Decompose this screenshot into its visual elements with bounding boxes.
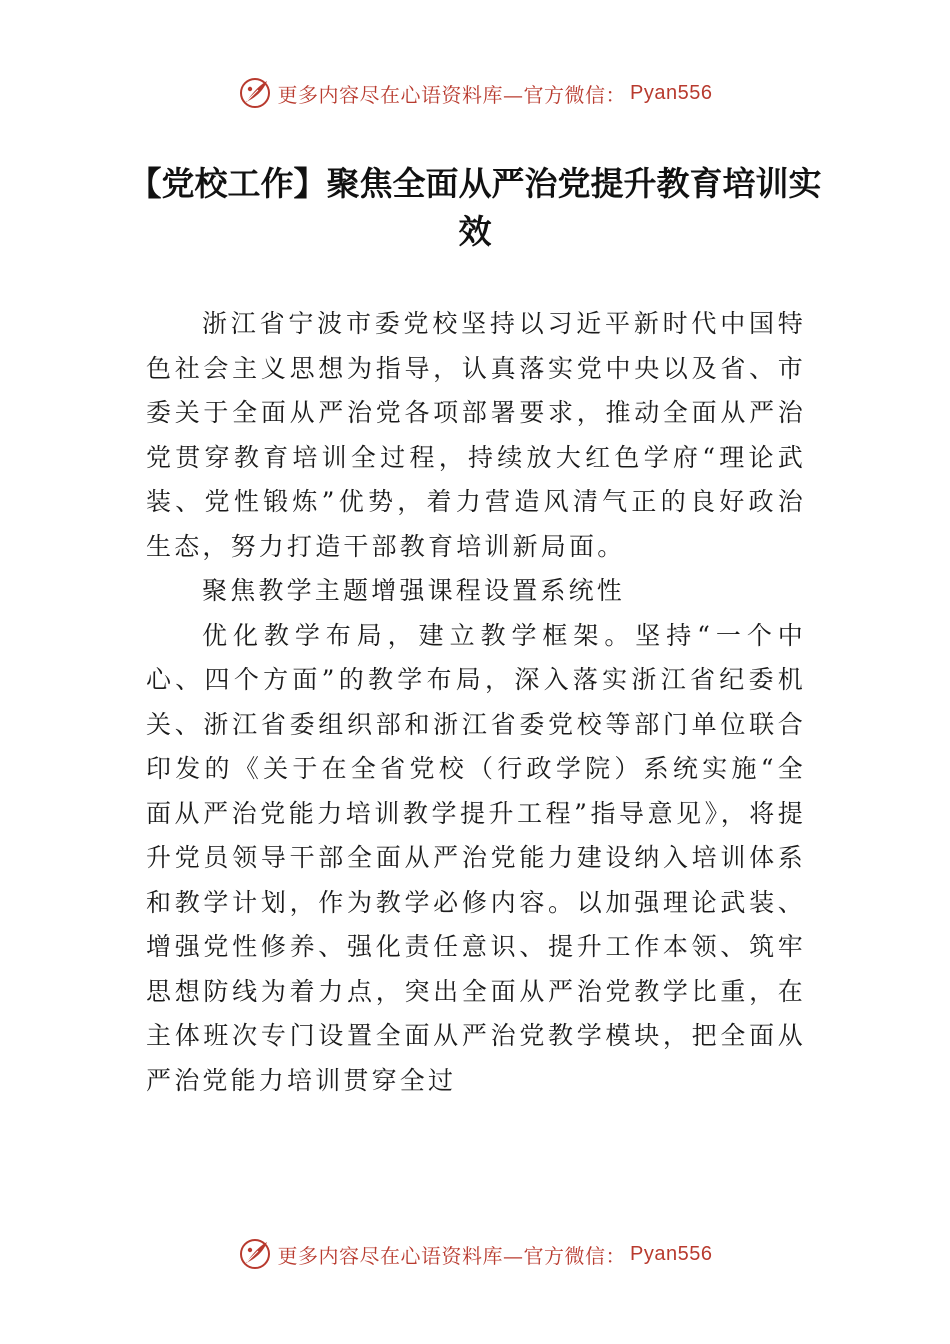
- paragraph: 浙江省宁波市委党校坚持以习近平新时代中国特色社会主义思想为指导，认真落实党中央以及省、市委关于全面从严治党各项部署要求，推动全面从严治党贯穿教育培训全过程，持续放大红色学府“理论武装、党性锻炼”优势，着力营造风清气正的良好政治生态，努力打造干部教育培训新局面。: [146, 309, 806, 561]
- document-title: 【党校工作】聚焦全面从严治党提升教育培训实效: [128, 164, 822, 251]
- watermark-text: 更多内容尽在心语资料库—官方微信：: [277, 82, 627, 107]
- paragraph: 优化教学布局，建立教学框架。坚持“一个中心、四个方面”的教学布局，深入落实浙江省纪委机关、浙江省委组织部和浙江省委党校等部门单位联合印发的《关于在全省党校（行政学院）系统实施“全面从严治党能力培训教学提升工程”指导意见》，将提升党员领导干部全面从严治党能力建设纳入培训体系和教学计划，作为教学必修内容。以加强理论武装、增强党性修养、强化责任意识、提升工作本领、筑牢思想防线为着力点，突出全面从严治党教学比重，在主体班次专门设置全面从严治党教学模块，把全面从严治党能力培训贯穿全过: [146, 620, 806, 1095]
- watermark-wechat-id: Pyan556: [630, 1242, 713, 1265]
- document-body: [146, 302, 806, 1103]
- watermark-wechat-id: Pyan556: [630, 81, 713, 104]
- footer-watermark: [0, 1234, 950, 1274]
- feather-quill-logo-icon: [238, 1237, 272, 1271]
- watermark-text: 更多内容尽在心语资料库—官方微信：: [277, 1243, 627, 1268]
- feather-quill-logo-icon: [238, 76, 272, 110]
- header-watermark: [0, 73, 950, 113]
- section-heading: 聚焦教学主题增强课程设置系统性: [202, 576, 626, 605]
